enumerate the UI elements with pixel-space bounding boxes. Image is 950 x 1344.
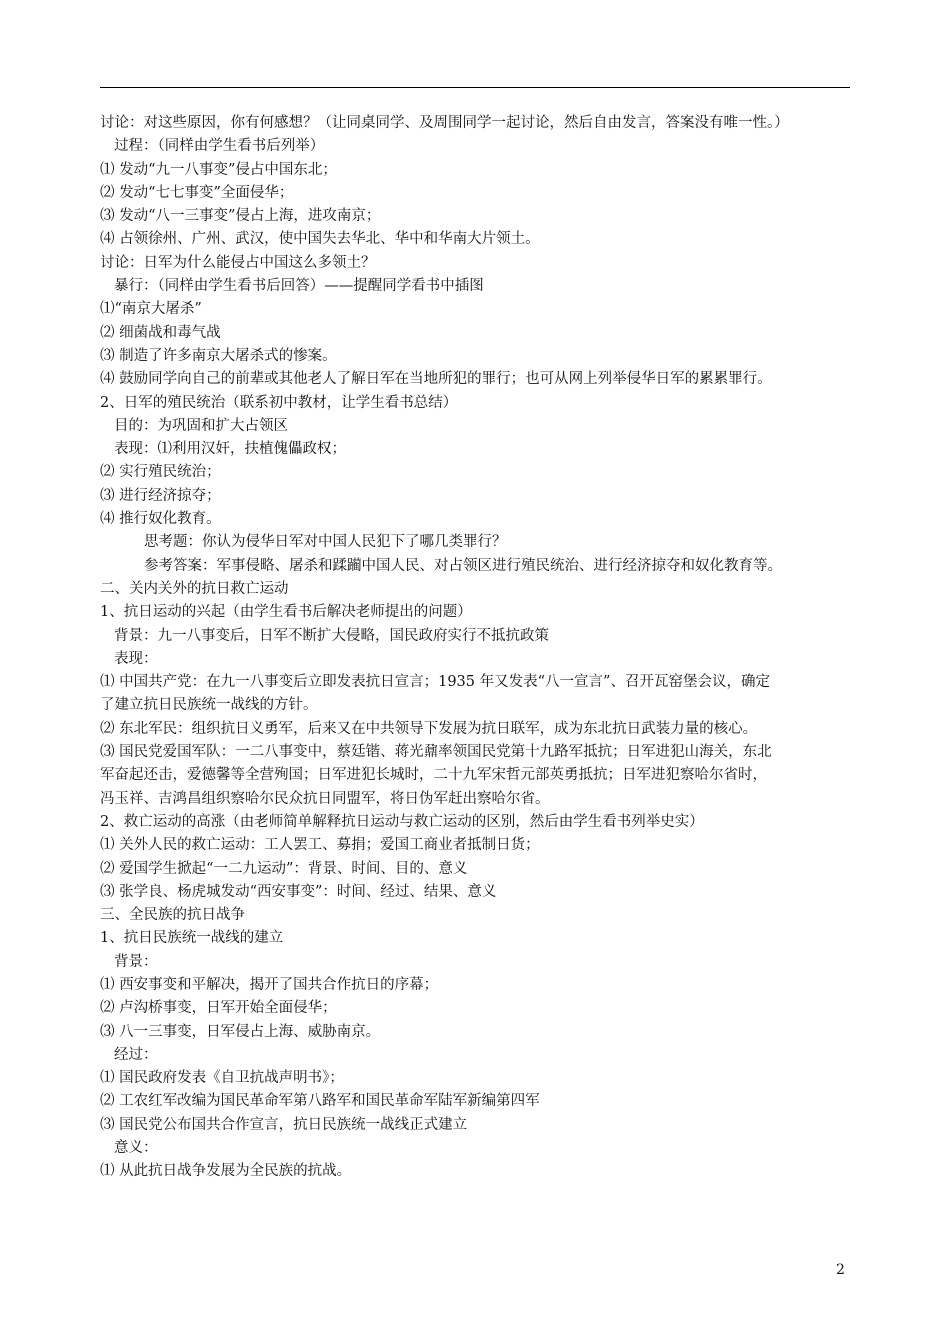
text-line: 1、抗日运动的兴起（由学生看书后解决老师提出的问题） [100,604,472,621]
text-line: 1、抗日民族统一战线的建立 [100,930,284,947]
text-line: ⑴ 国民政府发表《自卫抗战声明书》； [100,1070,344,1087]
text-line: 2、日军的殖民统治（联系初中教材，让学生看书总结） [100,394,458,411]
text-line: 了建立抗日民族统一战线的方针。 [100,697,318,714]
text-line: ⑵ 发动“七七事变”全面侵华； [100,184,294,201]
text-line: ⑴ 西安事变和平解决，揭开了国共合作抗日的序幕； [100,976,439,993]
text-line: ⑴ 从此抗日战争发展为全民族的抗战。 [100,1163,352,1180]
header-rule [100,87,850,88]
text-line: 背景： [114,953,158,970]
text-line: 讨论：对这些原因，你有何感想？（让同桌同学、及周围同学一起讨论，然后自由发言，答案没有唯一性。） [100,115,789,131]
text-line: ⑶ 进行经济掠夺； [100,487,221,504]
text-line: ⑶ 国民党爱国军队：一二八事变中，蔡廷锴、蒋光鼐率领国民党第十九路军抵抗；日军进犯山海关，东北 [100,744,772,761]
text-line: 二、关内关外的抗日救亡运动 [100,580,289,597]
page-number: 2 [836,1262,845,1278]
text-line: ⑶ 八一三事变，日军侵占上海、威胁南京。 [100,1023,381,1040]
text-line: ⑴ 关外人民的救亡运动：工人罢工、募捐；爱国工商业者抵制日货； [100,837,540,854]
text-line: ⑵ 卢沟桥事变，日军开始全面侵华； [100,1000,337,1017]
text-line: ⑴“南京大屠杀” [100,301,202,318]
text-line: ⑵ 东北军民：组织抗日义勇军，后来又在中共领导下发展为抗日联军，成为东北抗日武装力量的核心。 [100,720,758,737]
text-line: 意义： [114,1140,158,1157]
text-line: 表现：⑴利用汉奸，扶植傀儡政权； [114,441,346,458]
text-line: ⑴ 发动“九一八事变”侵占中国东北； [100,161,337,178]
text-line: 过程：（同样由学生看书后列举） [114,138,325,155]
document-body [100,112,852,1184]
text-line: 参考答案：军事侵略、屠杀和蹂躏中国人民、对占领区进行殖民统治、进行经济掠夺和奴化教育等。 [144,557,782,574]
text-line: ⑶ 国民党公布国共合作宣言，抗日民族统一战线正式建立 [100,1116,468,1133]
text-line: 思考题：你认为侵华日军对中国人民犯下了哪几类罪行？ [144,534,507,551]
text-line: ⑷ 占领徐州、广州、武汉，使中国失去华北、华中和华南大片领土。 [100,231,540,248]
text-line: ⑵ 细菌战和毒气战 [100,324,221,341]
text-line: 背景：九一八事变后，日军不断扩大侵略，国民政府实行不抵抗政策 [114,627,549,644]
text-line: ⑵ 爱国学生掀起“一二九运动”：背景、时间、目的、意义 [100,860,468,877]
text-line: 目的：为巩固和扩大占领区 [114,417,288,434]
text-line: ⑷ 鼓励同学向自己的前辈或其他老人了解日军在当地所犯的罪行；也可从网上列举侵华日军的累累罪行。 [100,371,772,388]
text-line: ⑶ 张学良、杨虎城发动“西安事变”：时间、经过、结果、意义 [100,883,497,900]
text-line: ⑷ 推行奴化教育。 [100,511,221,528]
text-line: 暴行：（同样由学生看书后回答）——提醒同学看书中插图 [114,278,484,295]
text-line: 讨论：日军为什么能侵占中国这么多领土？ [100,254,376,271]
text-line: 经过： [114,1046,158,1063]
text-line: 表现： [114,650,158,667]
text-line: ⑶ 制造了许多南京大屠杀式的惨案。 [100,347,337,364]
text-line: 三、全民族的抗日战争 [100,907,245,924]
text-line: 军奋起还击，爱德馨等全营殉国；日军进犯长城时，二十九军宋哲元部英勇抵抗；日军进犯察哈尔省时， [100,767,767,784]
text-line: 冯玉祥、吉鸿昌组织察哈尔民众抗日同盟军，将日伪军赶出察哈尔省。 [100,790,550,807]
text-line: ⑴ 中国共产党：在九一八事变后立即发表抗日宣言；1935 年又发表“八一宣言”、召开瓦窑堡会议，确定 [100,674,770,691]
text-line: 2、救亡运动的高涨（由老师简单解释抗日运动与救亡运动的区别，然后由学生看书列举史实） [100,813,704,830]
text-line: ⑵ 实行殖民统治； [100,464,221,481]
text-line: ⑶ 发动“八一三事变”侵占上海，进攻南京； [100,208,381,225]
text-line: ⑵ 工农红军改编为国民革命军第八路军和国民革命军陆军新编第四军 [100,1093,540,1110]
